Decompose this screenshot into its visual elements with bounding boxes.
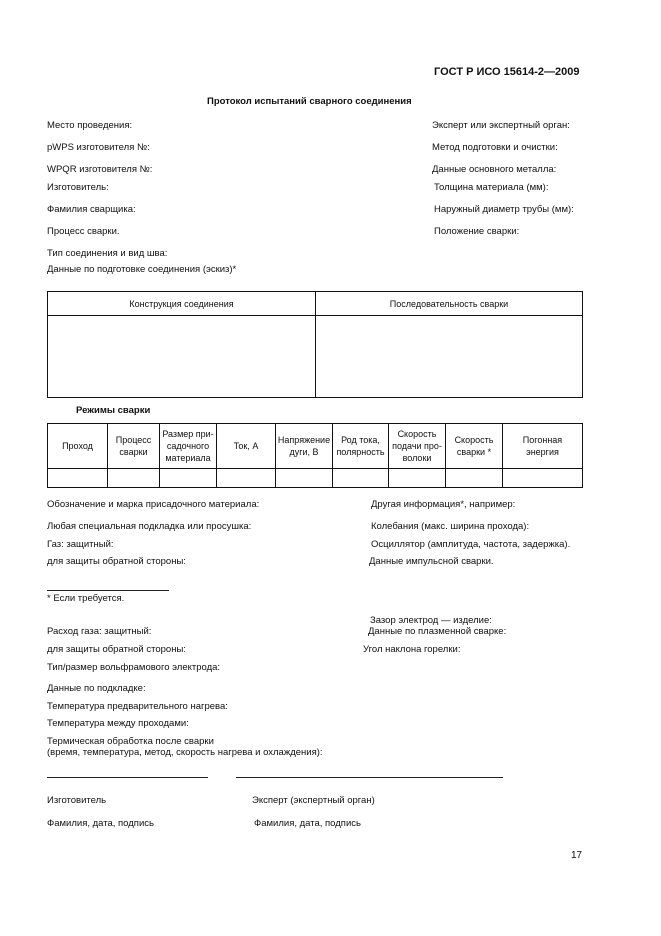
field-weaving: Колебания (макс. ширина прохода):: [371, 521, 530, 532]
field-post-weld-heat-treatment: Термическая обработка после сварки: [47, 736, 214, 747]
field-shielding-gas: Газ: защитный:: [47, 539, 114, 550]
examiner-signature-line: [236, 777, 503, 778]
page-title: Протокол испытаний сварного соединения: [207, 96, 412, 107]
field-pipe-diameter: Наружный диаметр трубы (мм):: [434, 204, 574, 215]
field-parent-metal: Данные основного металла:: [432, 164, 557, 175]
field-heat-treatment-details: (время, температура, метод, скорость нагрева и охлаждения):: [47, 747, 323, 758]
cell-pass[interactable]: [48, 469, 108, 488]
col-wire-feed: Скорость подачи про- волоки: [389, 424, 446, 469]
field-welder-name: Фамилия сварщика:: [47, 204, 136, 215]
field-pwps: pWPS изготовителя №:: [47, 142, 150, 153]
field-preheat-temp: Температура предварительного нагрева:: [47, 701, 228, 712]
cell-process[interactable]: [108, 469, 160, 488]
cell-current-type[interactable]: [333, 469, 389, 488]
col-filler-size: Размер при- садочного материала: [160, 424, 217, 469]
field-torch-angle: Угол наклона горелки:: [363, 644, 461, 655]
cell-filler-size[interactable]: [160, 469, 217, 488]
standard-number: ГОСТ Р ИСО 15614-2—2009: [434, 66, 580, 78]
field-backing-gas: для защиты обратной стороны:: [47, 556, 186, 567]
field-venue: Место проведения:: [47, 120, 133, 131]
welding-modes-table: [47, 423, 583, 488]
field-welding-process: Процесс сварки.: [47, 226, 120, 237]
signature-manufacturer: Изготовитель: [47, 795, 107, 806]
col-travel-speed: Скорость сварки *: [446, 424, 503, 469]
field-tungsten-electrode: Тип/размер вольфрамового электрода:: [47, 662, 221, 673]
field-gas-flow: Расход газа: защитный:: [47, 626, 152, 637]
welding-modes-title: Режимы сварки: [76, 405, 151, 416]
field-joint-type: Тип соединения и вид шва:: [47, 248, 168, 259]
welding-sequence-header: Последовательность сварки: [316, 292, 583, 316]
field-oscillation: Осциллятор (амплитуда, частота, задержка).: [371, 539, 571, 550]
joint-design-header: Конструкция соединения: [48, 292, 316, 316]
field-material-thickness: Толщина материала (мм):: [434, 182, 549, 193]
signature-examiner-details: Фамилия, дата, подпись: [254, 818, 361, 829]
field-plasma-data: Данные по плазменной сварке:: [368, 626, 507, 637]
field-interpass-temp: Температура между проходами:: [47, 718, 189, 729]
col-heat-input: Погонная энергия: [503, 424, 583, 469]
cell-current[interactable]: [217, 469, 276, 488]
signature-examiner: Эксперт (экспертный орган): [252, 795, 375, 806]
cell-heat-input[interactable]: [503, 469, 583, 488]
welding-sequence-cell[interactable]: [316, 316, 583, 398]
field-wpqr: WPQR изготовителя №:: [47, 164, 153, 175]
footnote: * Если требуется.: [47, 593, 125, 604]
col-current-type: Род тока, полярность: [333, 424, 389, 469]
col-pass: Проход: [48, 424, 108, 469]
field-electrode-gap: Зазор электрод — изделие:: [370, 615, 492, 626]
field-manufacturer: Изготовитель:: [47, 182, 109, 193]
page-number: 17: [571, 850, 583, 861]
cell-voltage[interactable]: [276, 469, 333, 488]
signature-manufacturer-details: Фамилия, дата, подпись: [47, 818, 154, 829]
field-backing-data: Данные по подкладке:: [47, 683, 146, 694]
joint-sketch-table: [47, 291, 583, 398]
field-examiner: Эксперт или экспертный орган:: [432, 120, 570, 131]
field-joint-preparation: Данные по подготовке соединения (эскиз)*: [47, 264, 237, 275]
manufacturer-signature-line: [47, 777, 208, 778]
col-process: Процесс сварки: [108, 424, 160, 469]
footnote-rule: [47, 590, 169, 591]
field-filler-material: Обозначение и марка присадочного материала:: [47, 499, 260, 510]
col-current: Ток, А: [217, 424, 276, 469]
field-welding-position: Положение сварки:: [434, 226, 520, 237]
col-voltage: Напряжение дуги, В: [276, 424, 333, 469]
cell-travel-speed[interactable]: [446, 469, 503, 488]
field-pulse-data: Данные импульсной сварки.: [369, 556, 494, 567]
field-other-info: Другая информация*, например:: [371, 499, 516, 510]
field-backing: Любая специальная подкладка или просушка:: [47, 521, 252, 532]
field-backing-gas-flow: для защиты обратной стороны:: [47, 644, 186, 655]
joint-design-cell[interactable]: [48, 316, 316, 398]
cell-wire-feed[interactable]: [389, 469, 446, 488]
field-cleaning-method: Метод подготовки и очистки:: [432, 142, 558, 153]
